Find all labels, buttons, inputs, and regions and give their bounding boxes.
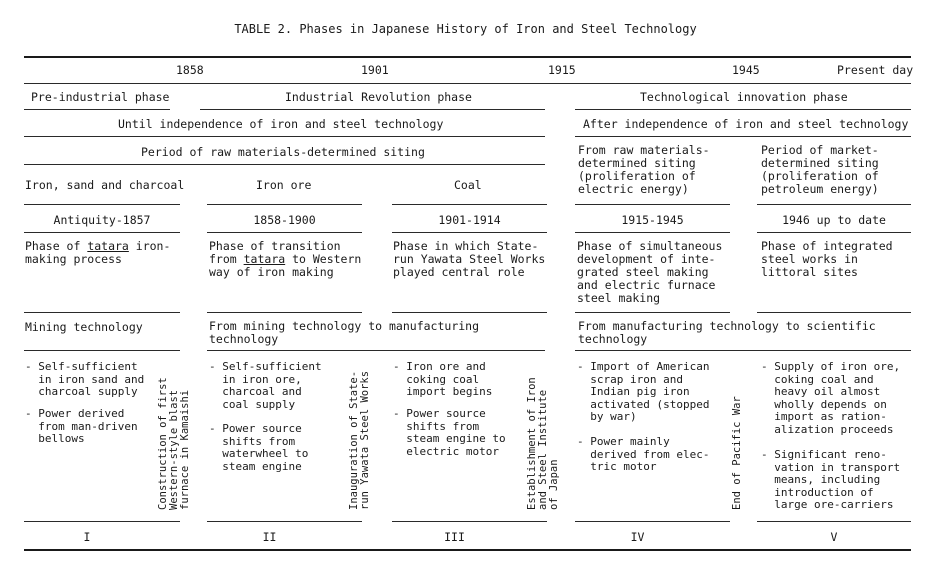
bottom-rule: [24, 549, 911, 551]
phase-desc-col3: Phase in which State- run Yawata Steel Works played central role: [393, 239, 546, 279]
phase-pre-industrial: Pre-industrial phase: [31, 90, 170, 104]
rule: [207, 204, 362, 205]
year-1901: 1901: [361, 63, 389, 77]
rule: [24, 164, 545, 165]
rule: [392, 312, 547, 313]
year-rule: [24, 83, 911, 84]
event-yawata-inauguration: Inauguration of State- run Yawata Steel Works: [348, 370, 371, 510]
rule: [24, 350, 180, 351]
phase-technological-innovation: Technological innovation phase: [640, 90, 848, 104]
material-iron-ore: Iron ore: [256, 178, 312, 192]
numeral-i: I: [83, 530, 91, 544]
siting-market-petroleum: Period of market- determined siting (proliferation of petroleum energy): [761, 143, 879, 196]
period-col3: 1901-1914: [438, 213, 501, 227]
features-col4-item2: - Power mainly derived from elec- tric motor: [577, 435, 710, 473]
rule: [392, 204, 547, 205]
rule: [392, 521, 547, 522]
features-col3-item1: - Iron ore and coking coal import begins: [393, 360, 493, 398]
rule: [575, 350, 911, 351]
features-col3-item2: - Power source shifts from steam engine to electric motor: [393, 407, 506, 458]
siting-raw-materials-electric: From raw materials- determined siting (proliferation of electric energy): [578, 143, 710, 196]
until-independence: Until independence of iron and steel technology: [118, 117, 444, 131]
rule: [207, 350, 545, 351]
rule: [24, 136, 545, 137]
siting-raw-materials: Period of raw materials-determined siting: [141, 145, 425, 159]
features-col5-item2: - Significant reno- vation in transport means, including introduction of large ore-carriers: [761, 448, 901, 511]
rule: [207, 521, 362, 522]
tech-manufacturing-to-scientific: From manufacturing technology to scientific technology: [578, 319, 876, 346]
event-end-pacific-war: End of Pacific War: [731, 396, 743, 510]
rule: [24, 521, 180, 522]
rule: [575, 232, 730, 233]
material-coal: Coal: [454, 178, 482, 192]
top-rule: [24, 56, 911, 58]
after-independence: After independence of iron and steel technology: [583, 117, 909, 131]
features-col4-item1: - Import of American scrap iron and Indian pig iron activated (stopped by war): [577, 360, 710, 423]
rule: [575, 136, 911, 137]
rule: [757, 521, 911, 522]
phase-desc-col5: Phase of integrated steel works in littoral sites: [761, 239, 893, 279]
numeral-v: V: [830, 530, 838, 544]
rule: [757, 232, 911, 233]
period-col2: 1858-1900: [253, 213, 316, 227]
features-col2-item2: - Power source shifts from waterwheel to steam engine: [209, 422, 309, 473]
year-1915: 1915: [548, 63, 576, 77]
period-col1: Antiquity-1857: [53, 213, 151, 227]
phase-desc-col2: Phase of transition from tatara to Western way of iron making: [209, 239, 362, 279]
tech-mining: Mining technology: [25, 320, 143, 334]
rule: [392, 232, 547, 233]
rule: [575, 521, 730, 522]
rule: [24, 109, 170, 110]
event-iron-steel-institute: Establishment of Iron and Steel Institute of Japan: [526, 377, 560, 510]
rule: [575, 109, 911, 110]
rule: [200, 109, 545, 110]
year-present: Present day: [837, 63, 914, 77]
material-iron-sand-charcoal: Iron, sand and charcoal: [25, 178, 185, 192]
year-1858: 1858: [176, 63, 204, 77]
table-title: TABLE 2. Phases in Japanese History of Iron and Steel Technology: [234, 22, 697, 36]
rule: [24, 312, 180, 313]
features-col2-item1: - Self-sufficient in iron ore, charcoal and coal supply: [209, 360, 322, 411]
event-kamaishi-blast-furnace: Construction of first Western-style blast furnace in Kamaishi: [157, 377, 191, 510]
phase-desc-col4: Phase of simultaneous development of inte- grated steel making and electric furnace steel making: [577, 239, 723, 305]
numeral-iv: IV: [630, 530, 645, 544]
phase-industrial-revolution: Industrial Revolution phase: [285, 90, 472, 104]
rule: [575, 204, 730, 205]
rule: [24, 232, 180, 233]
features-col5-item1: - Supply of iron ore, coking coal and heavy oil almost wholly depends on import as ration- alization proceeds: [761, 360, 901, 436]
year-1945: 1945: [732, 63, 760, 77]
numeral-ii: II: [262, 530, 277, 544]
period-col4: 1915-1945: [621, 213, 684, 227]
rule: [757, 312, 911, 313]
rule: [24, 204, 180, 205]
numeral-iii: III: [444, 530, 465, 544]
phase-desc-col1: Phase of tatara iron- making process: [25, 239, 171, 266]
rule: [207, 232, 362, 233]
rule: [575, 312, 730, 313]
rule: [207, 312, 362, 313]
rule: [757, 204, 911, 205]
features-col1-item1: - Self-sufficient in iron sand and charcoal supply: [25, 360, 145, 398]
features-col1-item2: - Power derived from man-driven bellows: [25, 407, 138, 445]
period-col5: 1946 up to date: [782, 213, 886, 227]
tech-mining-to-manufacturing: From mining technology to manufacturing technology: [209, 319, 480, 346]
